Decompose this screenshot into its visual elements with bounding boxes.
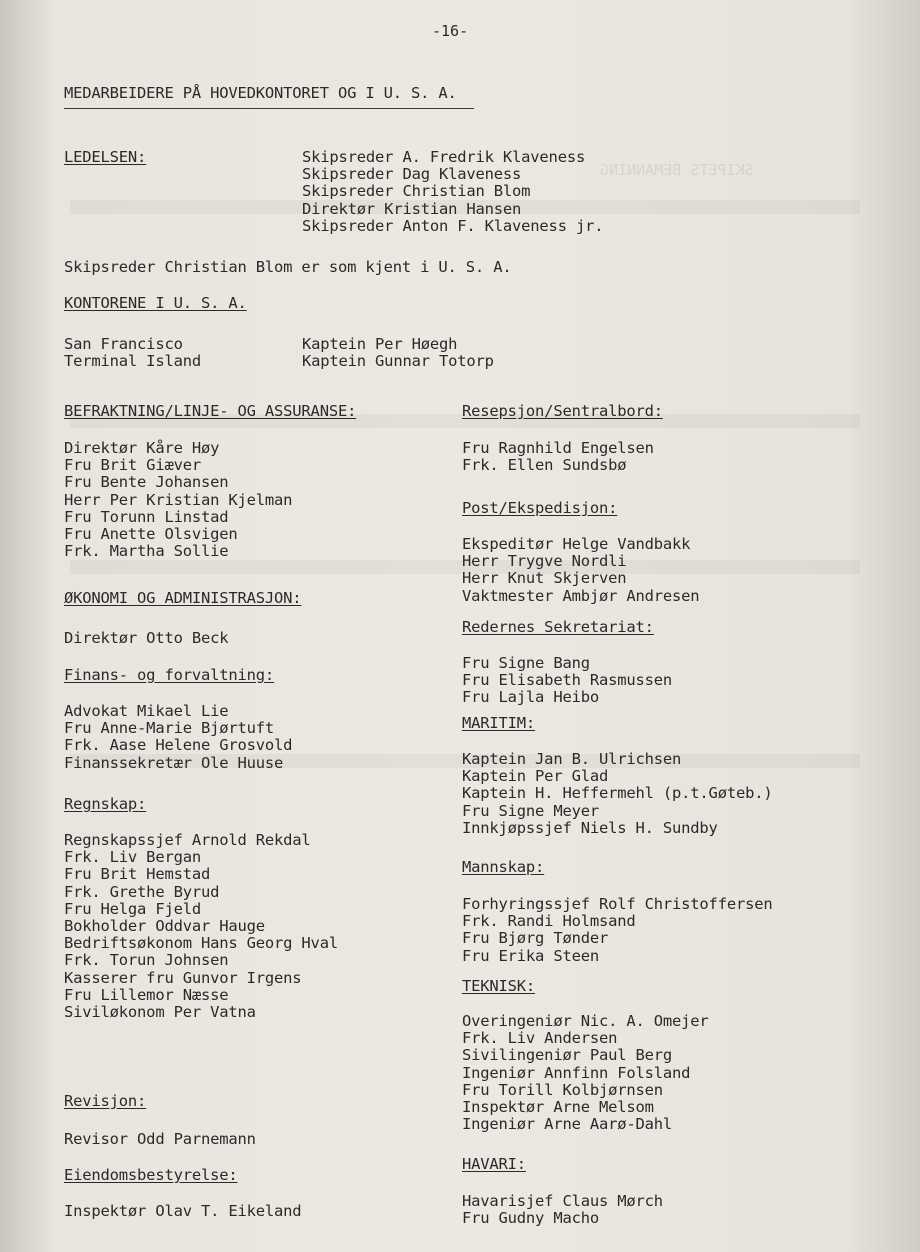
list-item: Revisor Odd Parnemann	[64, 1130, 256, 1148]
list-item: Frk. Randi Holmsand	[462, 912, 636, 931]
list-item: Herr Trygve Nordli	[462, 552, 627, 571]
list-item: Frk. Ellen Sundsbø	[462, 456, 627, 475]
eiendom-list	[64, 1203, 301, 1220]
list-item: Skipsreder Anton F. Klaveness jr.	[302, 216, 604, 235]
resepsjon-list	[462, 440, 654, 474]
list-item: Fru Signe Meyer	[462, 801, 599, 820]
finans-list	[64, 703, 292, 772]
befraktning-list	[64, 440, 292, 560]
list-item: Skipsreder Dag Klaveness	[302, 165, 522, 184]
list-item: Frk. Torun Johnsen	[64, 951, 229, 970]
office-person: Kaptein Per Høegh	[302, 335, 458, 353]
list-item: Direktør Kristian Hansen	[302, 199, 522, 218]
list-item: Fru Ragnhild Engelsen	[462, 439, 654, 457]
regnskap-list	[64, 832, 338, 1021]
list-item: Frk. Liv Bergan	[64, 848, 201, 867]
sekretariat-list	[462, 655, 672, 707]
section-heading-teknisk: TEKNISK:	[462, 977, 536, 995]
post-list	[462, 536, 699, 605]
list-item: Fru Bjørg Tønder	[462, 929, 609, 948]
list-item: Fru Gudny Macho	[462, 1209, 599, 1228]
section-heading-befraktning: BEFRAKTNING/LINJE- OG ASSURANSE:	[64, 402, 357, 420]
list-item: Fru Signe Bang	[462, 654, 590, 672]
list-item: Fru Brit Hemstad	[64, 865, 211, 884]
list-item: Ingeniør Arne Aarø-Dahl	[462, 1115, 673, 1134]
list-item: Fru Lillemor Næsse	[64, 985, 229, 1004]
havari-list	[462, 1193, 663, 1227]
list-item: Frk. Grethe Byrud	[64, 882, 220, 901]
list-item: Fru Anette Olsvigen	[64, 525, 238, 544]
ledelsen-list	[302, 149, 603, 235]
maritim-list	[462, 751, 772, 837]
list-item: Fru Erika Steen	[462, 946, 599, 965]
revisjon-list	[64, 1131, 256, 1148]
list-item: Advokat Mikael Lie	[64, 702, 229, 720]
list-item: Kaptein H. Heffermehl (p.t.Gøteb.)	[462, 784, 773, 803]
section-heading-resepsjon: Resepsjon/Sentralbord:	[462, 402, 663, 420]
list-item: Siviløkonom Per Vatna	[64, 1003, 256, 1022]
list-item: Herr Per Kristian Kjelman	[64, 490, 293, 509]
list-item: Kaptein Per Glad	[462, 767, 609, 786]
section-heading-havari: HAVARI:	[462, 1155, 526, 1173]
teknisk-list	[462, 1013, 709, 1133]
list-item: Inspektør Olav T. Eikeland	[64, 1202, 302, 1220]
title-underline	[64, 108, 474, 109]
mannskap-list	[462, 896, 772, 965]
list-item: Frk. Aase Helene Grosvold	[64, 736, 293, 755]
list-item: Inspektør Arne Melsom	[462, 1098, 654, 1117]
list-item: Ingeniør Annfinn Folsland	[462, 1063, 691, 1082]
list-item: Sivilingeniør Paul Berg	[462, 1046, 673, 1065]
list-item: Forhyringssjef Rolf Christoffersen	[462, 895, 773, 913]
list-item: Fru Bente Johansen	[64, 473, 229, 492]
ledelsen-note: Skipsreder Christian Blom er som kjent i U. S. A.	[64, 258, 512, 276]
list-item: Kaptein Jan B. Ulrichsen	[462, 750, 682, 768]
list-item: Direktør Kåre Høy	[64, 439, 220, 457]
list-item: Herr Knut Skjerven	[462, 569, 627, 588]
list-item: Overingeniør Nic. A. Omejer	[462, 1012, 709, 1030]
office-place: San Francisco	[64, 335, 183, 353]
section-heading-mannskap: Mannskap:	[462, 858, 545, 876]
section-heading-sekretariat: Redernes Sekretariat:	[462, 618, 654, 636]
list-item: Direktør Otto Beck	[64, 629, 229, 647]
section-heading-okonomi: ØKONOMI OG ADMINISTRASJON:	[64, 589, 302, 607]
page-number: -16-	[432, 22, 469, 40]
list-item: Kasserer fru Gunvor Irgens	[64, 968, 302, 987]
kontorene-heading: KONTORENE I U. S. A.	[64, 294, 247, 312]
list-item: Skipsreder A. Fredrik Klaveness	[302, 148, 586, 166]
list-item: Ekspeditør Helge Vandbakk	[462, 535, 691, 553]
section-heading-eiendom: Eiendomsbestyrelse:	[64, 1166, 238, 1184]
section-heading-revisjon: Revisjon:	[64, 1092, 147, 1110]
list-item: Bedriftsøkonom Hans Georg Hval	[64, 934, 338, 953]
okonomi-list	[64, 630, 228, 647]
list-item: Regnskapssjef Arnold Rekdal	[64, 831, 311, 849]
list-item: Skipsreder Christian Blom	[302, 182, 531, 201]
list-item: Frk. Martha Sollie	[64, 542, 229, 561]
office-person: Kaptein Gunnar Totorp	[302, 352, 494, 370]
list-item: Fru Torill Kolbjørnsen	[462, 1080, 663, 1099]
list-item: Vaktmester Ambjør Andresen	[462, 586, 700, 605]
list-item: Fru Torunn Linstad	[64, 507, 229, 526]
list-item: Fru Elisabeth Rasmussen	[462, 671, 673, 690]
list-item: Fru Helga Fjeld	[64, 899, 201, 918]
list-item: Finanssekretær Ole Huuse	[64, 753, 284, 772]
page-title: MEDARBEIDERE PÅ HOVEDKONTORET OG I U. S. A.	[64, 84, 457, 102]
list-item: Bokholder Oddvar Hauge	[64, 917, 265, 936]
list-item: Fru Lajla Heibo	[462, 688, 599, 707]
list-item: Innkjøpssjef Niels H. Sundby	[462, 818, 718, 837]
office-place: Terminal Island	[64, 352, 201, 370]
show-through-decoration: SKIPETS BEMANNING	[600, 161, 754, 179]
list-item: Havarisjef Claus Mørch	[462, 1192, 663, 1210]
list-item: Fru Anne-Marie Bjørtuft	[64, 719, 275, 738]
section-heading-post: Post/Ekspedisjon:	[462, 499, 618, 517]
list-item: Frk. Liv Andersen	[462, 1029, 618, 1048]
ledelsen-heading: LEDELSEN:	[64, 148, 147, 166]
section-heading-regnskap: Regnskap:	[64, 795, 147, 813]
section-heading-maritim: MARITIM:	[462, 714, 536, 732]
section-heading-finans: Finans- og forvaltning:	[64, 666, 275, 684]
list-item: Fru Brit Giæver	[64, 456, 201, 475]
